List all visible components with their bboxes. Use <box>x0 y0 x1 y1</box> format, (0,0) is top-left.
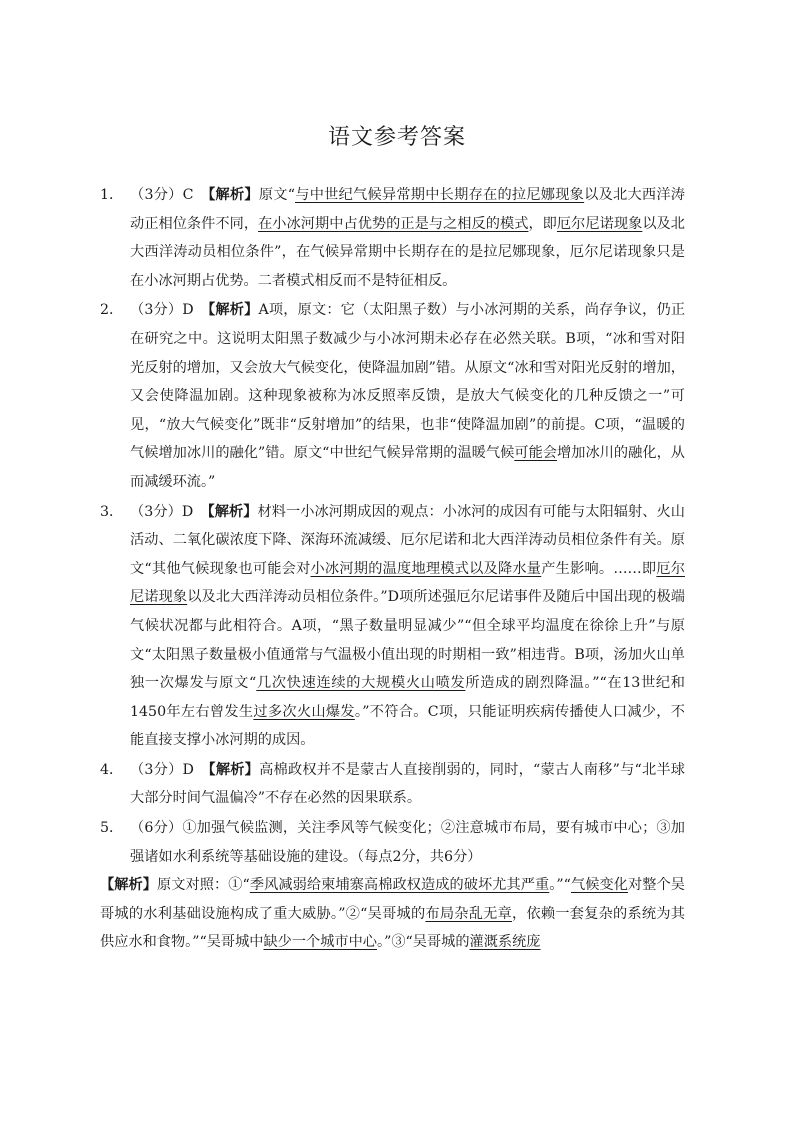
analysis-tag: 【解析】 <box>208 761 260 778</box>
text-segment: 对整个吴哥城的水利基础设施构成了重大威胁。”②“吴哥城的 <box>100 877 685 922</box>
text-segment: 。”③“吴哥城的 <box>377 934 470 951</box>
text-segment: A项，原文：它（太阳黑子数）与小冰河期的关系，尚存争议，仍正在研究之中。这说明太阳黑子数减少与小冰河期未必存在必然关联。B项，“冰和雪对阳光反射的增加，又会放大气候变化，使降温加剧”错。从原文“冰和雪对阳光反射的增加，又会使降温加剧。这种现象被称为冰反照率反馈，是放大气候变化的几种反馈之一”可见，“放大气候变化”既非“反射增加”的结果，也非“使降温加剧”的前提。C项，“温暖的气候增加冰川的融化”错。原文“中世纪气候异常期的温暖气候 <box>130 302 686 462</box>
underlined-quote: 季风减弱给柬埔寨高棉政权造成的破坏尤其严重 <box>249 877 550 894</box>
underlined-quote: 可能会 <box>514 445 558 462</box>
underlined-quote: 厄尔尼诺现象 <box>556 215 643 232</box>
text-segment: 原文“ <box>258 187 295 203</box>
analysis-tag: 【解析】 <box>208 302 259 319</box>
text-segment: 增加冰川的融化，从而减缓环流。” <box>130 445 685 490</box>
underlined-quote: 小冰河期的温度地理模式以及降水量 <box>310 560 542 577</box>
text-segment: 以及北大西洋涛动正相位条件不同， <box>130 187 685 232</box>
underlined-quote: 厄尔尼诺现象 <box>130 560 685 606</box>
answer-item-2 <box>100 296 685 496</box>
text-segment: 原文对照：①“ <box>157 877 250 894</box>
answer-list <box>100 181 685 958</box>
text-segment: 所造成的剧烈降温。”“在13世纪和1450年左右曾发生 <box>130 675 685 720</box>
item-number: 2． <box>100 302 124 319</box>
answer-choice: （3分）C <box>130 187 209 203</box>
underlined-quote: 几次快速连续的大规模火山喷发 <box>256 675 466 692</box>
item-number: 3． <box>100 503 124 520</box>
text-segment: 以及北大西洋涛动员相位条件。”D项所述强厄尔尼诺事件及随后中国出现的极端气候状况都与此相符合。A项，“黑子数量明显减少”“但全球平均温度在徐徐上升”与原文“太阳黑子数量极小值通常与气温极小值出现的时期相一致”相违背。B项，汤加火山单独一次爆发与原文“ <box>130 589 685 692</box>
answer-choice: （3分）D <box>130 503 208 520</box>
text-segment: ①加强气候监测，关注季风等气候变化；②注意城市布局，要有城市中心；③加强诸如水利系统等基础设施的建设。（每点2分，共6分） <box>130 820 685 865</box>
underlined-quote: 在小冰河期中占优势的正是与之相反的模式 <box>258 215 529 232</box>
underlined-quote: 缺少一个城市中心 <box>263 934 377 951</box>
text-segment: ，依赖一套复杂的系统为其供应水和食物。”“吴哥城中 <box>100 905 685 951</box>
text-segment: 以及北大西洋涛动员相位条件”，在气候异常期中长期存在的是拉尼娜现象，厄尔尼诺现象只是在小冰河期占优势。二者模式相反而不是特征相反。 <box>130 215 685 289</box>
underlined-quote: 过多次火山爆发 <box>253 703 355 720</box>
answer-item-5 <box>100 814 685 957</box>
item-number: 5． <box>100 820 124 837</box>
underlined-quote: 气候变化 <box>570 877 629 894</box>
analysis-tag: 【解析】 <box>100 877 158 894</box>
text-segment: 材料一小冰河期成因的观点：小冰河的成因有可能与太阳辐射、火山活动、二氧化碳浓度下降、深海环流减缓、厄尔尼诺和北大西洋涛动员相位条件有关。原文“其他气候现象也可能会对 <box>130 503 685 577</box>
item-number: 1． <box>100 187 124 203</box>
text-segment: ，即 <box>528 215 557 232</box>
analysis-tag: 【解析】 <box>208 187 259 203</box>
analysis-tag: 【解析】 <box>207 503 258 520</box>
answer-item-4 <box>100 756 685 813</box>
item-number: 4． <box>100 761 124 778</box>
text-segment: 高棉政权并不是蒙古人直接削弱的，同时，“蒙古人南移”与“北半球大部分时间气温偏冷”不存在必然的因果联系。 <box>130 761 685 807</box>
answer-item-1 <box>100 181 685 295</box>
text-segment: 。”不符合。C项，只能证明疾病传播使人口减少，不能直接支撑小冰河期的成因。 <box>130 703 685 749</box>
underlined-quote: 布局杂乱无章 <box>425 905 513 922</box>
answer-choice: （6分） <box>130 820 183 837</box>
answer-choice: （3分）D <box>130 761 209 778</box>
answer-choice: （3分）D <box>130 302 209 319</box>
text-segment: 产生影响。……即 <box>541 560 657 577</box>
answer-item-3 <box>100 498 685 755</box>
underlined-quote: 与中世纪气候异常期中长期存在的拉尼娜现象 <box>295 187 585 203</box>
underlined-quote: 灌溉系统庞 <box>469 934 541 951</box>
text-segment: 。”“ <box>549 877 571 894</box>
page-title: 语文参考答案 <box>327 125 466 150</box>
